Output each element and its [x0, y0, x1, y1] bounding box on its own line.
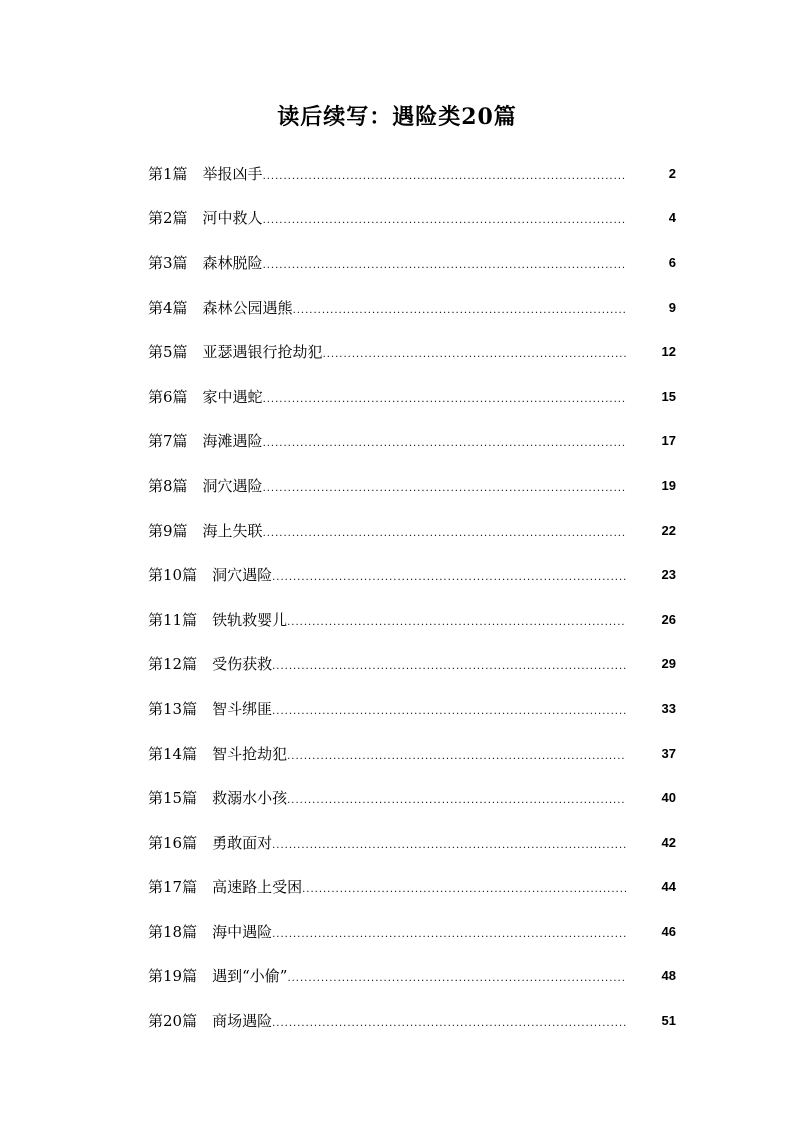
toc-chapter-title: 海中遇险 — [212, 922, 273, 941]
toc-page-number: 33 — [661, 700, 676, 716]
toc-chapter-number: 第9篇 — [148, 521, 188, 540]
toc-dot-leader — [287, 745, 626, 762]
toc-entry-label — [148, 1010, 272, 1031]
toc-entry-label — [148, 743, 287, 764]
toc-entry[interactable] — [148, 329, 676, 374]
toc-dot-leader — [263, 254, 626, 271]
toc-chapter-number: 第8篇 — [148, 476, 188, 495]
toc-chapter-title: 洞穴遇险 — [212, 566, 273, 585]
table-of-contents — [148, 151, 676, 1043]
toc-chapter-title: 海上失联 — [202, 521, 263, 540]
toc-chapter-title: 商场遇险 — [212, 1012, 273, 1031]
toc-chapter-number: 第19篇 — [148, 967, 198, 986]
toc-page-number: 40 — [661, 790, 676, 806]
toc-dot-leader — [263, 432, 626, 449]
toc-entry-label — [148, 564, 272, 585]
toc-entry-label — [148, 832, 272, 853]
toc-entry[interactable] — [148, 463, 676, 508]
toc-page-number: 22 — [661, 522, 676, 538]
toc-dot-leader — [263, 209, 626, 226]
toc-dot-leader — [287, 611, 626, 628]
toc-page-number: 51 — [661, 1013, 676, 1029]
toc-chapter-number: 第3篇 — [148, 253, 188, 272]
toc-dot-leader — [302, 878, 626, 895]
toc-page-number: 2 — [668, 165, 676, 181]
toc-chapter-number: 第6篇 — [148, 387, 188, 406]
toc-entry[interactable] — [148, 285, 676, 330]
toc-dot-leader — [272, 566, 626, 583]
toc-chapter-number: 第1篇 — [148, 164, 188, 183]
toc-dot-leader — [323, 343, 626, 360]
toc-chapter-number: 第20篇 — [148, 1012, 198, 1031]
toc-entry-label — [148, 921, 272, 942]
toc-chapter-title: 亚瑟遇银行抢劫犯 — [202, 343, 323, 362]
toc-dot-leader — [263, 477, 626, 494]
toc-entry[interactable] — [148, 998, 676, 1043]
toc-entry[interactable] — [148, 775, 676, 820]
toc-chapter-title: 海滩遇险 — [202, 432, 263, 451]
toc-dot-leader — [287, 789, 626, 806]
toc-chapter-number: 第7篇 — [148, 432, 188, 451]
toc-chapter-title: 家中遇蛇 — [202, 387, 263, 406]
toc-entry[interactable] — [148, 374, 676, 419]
toc-page-number: 46 — [661, 923, 676, 939]
toc-chapter-title: 河中救人 — [202, 209, 263, 228]
toc-page-number: 17 — [661, 433, 676, 449]
toc-dot-leader — [272, 700, 626, 717]
toc-dot-leader — [263, 522, 626, 539]
toc-page-number: 12 — [661, 344, 676, 360]
toc-chapter-title: 森林公园遇熊 — [202, 298, 293, 317]
toc-chapter-number: 第18篇 — [148, 922, 198, 941]
toc-chapter-number: 第12篇 — [148, 655, 198, 674]
toc-entry[interactable] — [148, 597, 676, 642]
toc-entry-label — [148, 787, 287, 808]
toc-chapter-number: 第5篇 — [148, 343, 188, 362]
toc-page-number: 6 — [668, 254, 676, 270]
toc-chapter-number: 第16篇 — [148, 833, 198, 852]
toc-chapter-number: 第13篇 — [148, 699, 198, 718]
toc-dot-leader — [263, 388, 626, 405]
toc-chapter-title: 洞穴遇险 — [202, 476, 263, 495]
toc-entry[interactable] — [148, 820, 676, 865]
toc-dot-leader — [272, 655, 626, 672]
toc-entry[interactable] — [148, 196, 676, 241]
toc-entry[interactable] — [148, 954, 676, 999]
toc-page-number: 48 — [661, 968, 676, 984]
toc-page-number: 44 — [661, 879, 676, 895]
toc-entry[interactable] — [148, 731, 676, 776]
toc-chapter-title: 智斗绑匪 — [212, 699, 273, 718]
toc-page-number: 29 — [661, 656, 676, 672]
toc-entry-label — [148, 163, 263, 184]
toc-entry-label — [148, 965, 287, 986]
toc-entry-label — [148, 252, 263, 273]
toc-page-number: 4 — [668, 210, 676, 226]
toc-entry-label — [148, 430, 263, 451]
toc-entry[interactable] — [148, 642, 676, 687]
toc-chapter-title: 救溺水小孩 — [212, 789, 288, 808]
toc-page-number: 42 — [661, 834, 676, 850]
toc-entry-label — [148, 386, 263, 407]
toc-entry-label — [148, 341, 323, 362]
toc-entry-label — [148, 475, 263, 496]
toc-dot-leader — [272, 923, 626, 940]
toc-chapter-number: 第2篇 — [148, 209, 188, 228]
toc-chapter-number: 第17篇 — [148, 878, 198, 897]
toc-chapter-title: 高速路上受困 — [212, 878, 303, 897]
document-title: 读后续写：遇险类20篇 — [277, 104, 517, 130]
toc-page-number: 9 — [668, 299, 676, 315]
toc-dot-leader — [293, 299, 626, 316]
toc-entry[interactable] — [148, 419, 676, 464]
toc-chapter-title: 举报凶手 — [202, 164, 263, 183]
toc-chapter-title: 铁轨救婴儿 — [212, 610, 288, 629]
toc-chapter-title: 森林脱险 — [202, 253, 263, 272]
toc-chapter-number: 第14篇 — [148, 744, 198, 763]
toc-dot-leader — [287, 967, 626, 984]
toc-chapter-number: 第10篇 — [148, 566, 198, 585]
toc-page-number: 37 — [661, 745, 676, 761]
toc-entry-label — [148, 653, 272, 674]
toc-dot-leader — [272, 1012, 626, 1029]
toc-dot-leader — [263, 165, 626, 182]
toc-entry[interactable] — [148, 865, 676, 910]
toc-page-number: 26 — [661, 611, 676, 627]
toc-entry[interactable] — [148, 686, 676, 731]
toc-page-number: 15 — [661, 388, 676, 404]
toc-entry[interactable] — [148, 552, 676, 597]
toc-page-number: 19 — [661, 477, 676, 493]
toc-page-number: 23 — [661, 567, 676, 583]
toc-chapter-title: 遇到“小偷” — [212, 967, 288, 986]
toc-entry[interactable] — [148, 508, 676, 553]
toc-entry-label — [148, 297, 293, 318]
toc-chapter-number: 第11篇 — [148, 610, 198, 629]
toc-chapter-title: 勇敢面对 — [212, 833, 273, 852]
toc-dot-leader — [272, 834, 626, 851]
toc-entry-label — [148, 876, 302, 897]
toc-entry[interactable] — [148, 909, 676, 954]
toc-entry-label — [148, 609, 287, 630]
toc-chapter-title: 智斗抢劫犯 — [212, 744, 288, 763]
toc-entry[interactable] — [148, 151, 676, 196]
toc-entry-label — [148, 207, 263, 228]
toc-entry-label — [148, 520, 263, 541]
toc-chapter-number: 第4篇 — [148, 298, 188, 317]
toc-chapter-title: 受伤获救 — [212, 655, 273, 674]
toc-chapter-number: 第15篇 — [148, 789, 198, 808]
toc-entry[interactable] — [148, 240, 676, 285]
toc-entry-label — [148, 698, 272, 719]
